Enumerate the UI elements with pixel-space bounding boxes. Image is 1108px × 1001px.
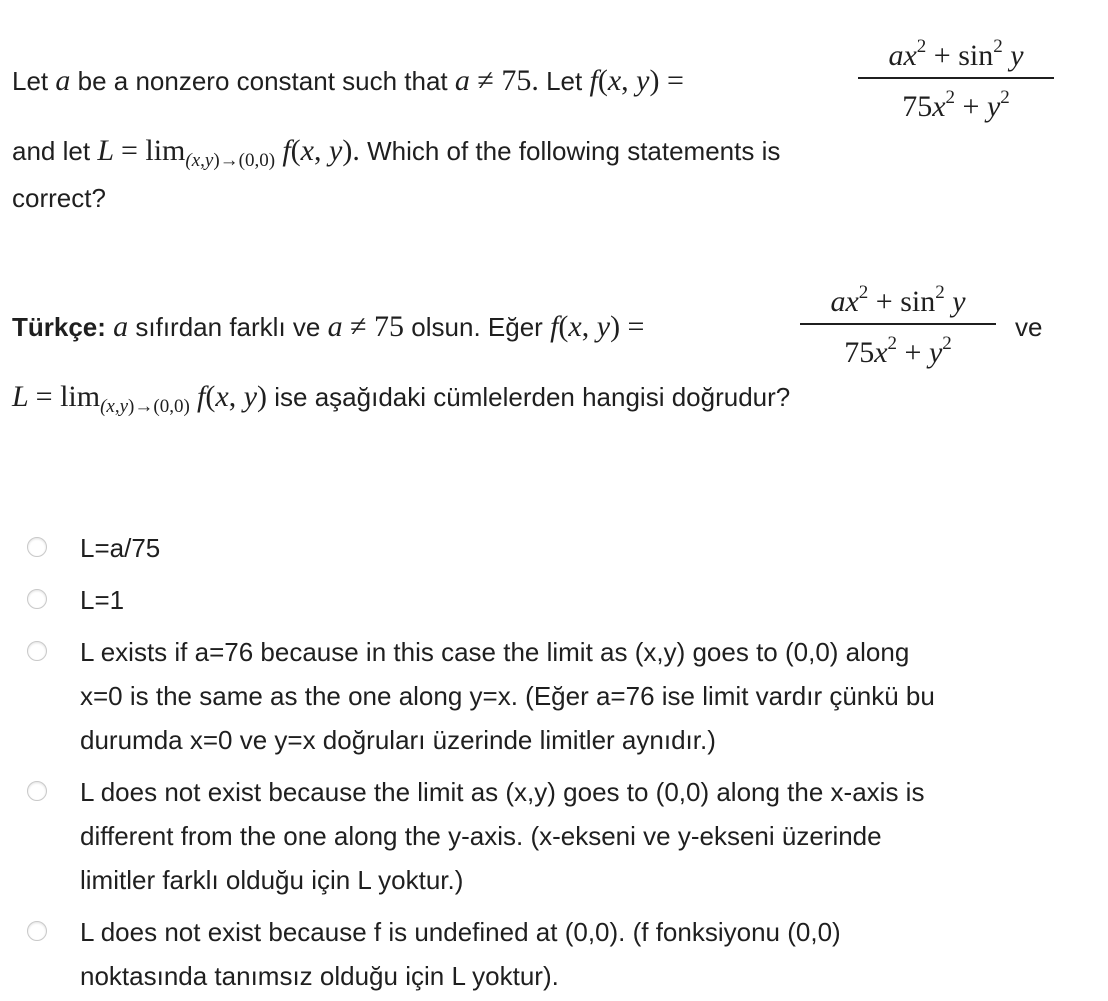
turkish-ve: ve — [1015, 312, 1043, 342]
fraction-turkish — [800, 276, 996, 372]
math-var-a: a — [55, 64, 71, 97]
option-text-line: durumda x=0 ve y=x doğruları üzerinde limitler aynıdır.) — [80, 725, 716, 755]
math-var-a: a — [113, 310, 129, 343]
turkish-label: Türkçe: — [12, 312, 106, 342]
option-text-line: limitler farklı olduğu için L yoktur.) — [80, 865, 464, 895]
text: and let — [12, 136, 91, 166]
option-label — [80, 630, 935, 762]
option-text-line: different from the one along the y-axis. (x-ekseni ve y-ekseni üzerinde — [80, 821, 882, 851]
fraction-denominator: $75x^2 + y^2$ — [844, 333, 952, 369]
limit-subscript: (x,y)→(0,0) — [185, 150, 276, 171]
turkish-line-2 — [12, 380, 791, 417]
f-of-xy: f(x, y) — [197, 380, 268, 413]
text: Let — [12, 66, 49, 96]
fraction-numerator: $ax^2 + \sin^2 y$ — [830, 282, 966, 318]
radio-button[interactable] — [27, 641, 47, 661]
radio-button[interactable] — [27, 921, 47, 941]
option-text-line: L does not exist because the limit as (x,y) goes to (0,0) along the x-axis is — [80, 777, 925, 807]
radio-button[interactable] — [27, 781, 47, 801]
f-of-xy: f(x, y). — [282, 134, 360, 167]
option-label — [80, 578, 124, 622]
option-label — [80, 526, 160, 570]
text: be a nonzero constant such that — [77, 66, 448, 96]
limit-subscript: (x,y)→(0,0) — [100, 396, 190, 417]
fraction-english — [858, 30, 1054, 126]
limit-expression: L = lim — [12, 380, 101, 413]
neq-expression: a ≠ 75. — [454, 64, 539, 97]
fraction-bar — [858, 77, 1054, 79]
radio-button[interactable] — [27, 537, 47, 557]
option-label — [80, 910, 841, 998]
option-text-line: L=1 — [80, 585, 125, 615]
function-lhs: f(x, y) = — [550, 310, 645, 343]
fraction-numerator: $ax^2 + \sin^2 y$ — [888, 36, 1024, 72]
question-line-3: correct? — [12, 183, 106, 213]
text: sıfırdan farklı ve — [135, 312, 321, 342]
option-text-line: L exists if a=76 because in this case the limit as (x,y) goes to (0,0) along — [80, 637, 910, 667]
fraction-bar — [800, 323, 996, 325]
text: Which of the following statements is — [367, 136, 781, 166]
option-text-line: x=0 is the same as the one along y=x. (Eğer a=76 ise limit vardır çünkü bu — [80, 681, 935, 711]
question-line-1 — [12, 64, 684, 98]
function-lhs: f(x, y) = — [589, 64, 684, 97]
option-text-line: noktasında tanımsız olduğu için L yoktur). — [80, 961, 559, 991]
text: olsun. Eğer — [411, 312, 543, 342]
option-text-line: L=a/75 — [80, 533, 161, 563]
text: Let — [546, 66, 583, 96]
question-line-2 — [12, 134, 781, 171]
radio-button[interactable] — [27, 589, 47, 609]
fraction-denominator: $75x^2 + y^2$ — [902, 87, 1010, 123]
option-text-line: L does not exist because f is undefined at (0,0). (f fonksiyonu (0,0) — [80, 917, 841, 947]
turkish-line-1 — [12, 310, 644, 344]
option-label — [80, 770, 924, 902]
limit-expression: L = lim — [97, 134, 186, 167]
text: ise aşağıdaki cümlelerden hangisi doğrudur? — [274, 382, 791, 412]
neq-expression: a ≠ 75 — [327, 310, 405, 343]
